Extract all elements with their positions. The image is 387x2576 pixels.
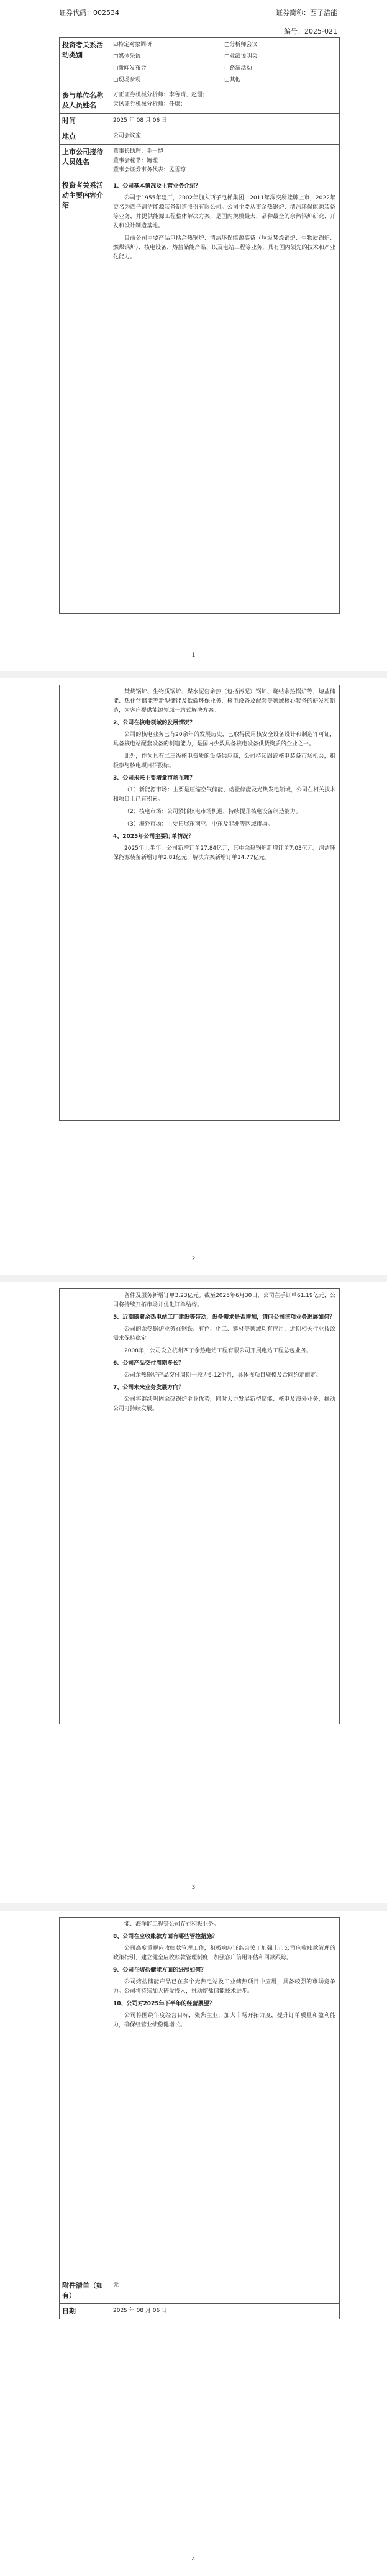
paragraph: 此外，作为具有二三级核电资质的设备供应商，公司持续跟踪核电装备市场机会，积极参与核电项目招投标。 <box>113 753 335 769</box>
content-table <box>59 1917 340 2319</box>
time-label: 时间 <box>60 114 109 129</box>
question: 1、公司基本情况及主营业务介绍？ <box>113 183 201 189</box>
attachment-label: 附件清单（如有） <box>60 2278 109 2303</box>
record-table <box>59 37 340 614</box>
page-gap <box>0 1903 387 1911</box>
participants-row <box>60 88 339 113</box>
time-value: 2025 年 08 月 06 日 <box>113 117 168 124</box>
page-4 <box>0 1911 387 2576</box>
page-number: 3 <box>191 1885 196 1891</box>
reception-line: 董事会证券事务代表：孟雪琼 <box>113 167 186 173</box>
question: 10、公司对2025年下半年的经营展望？ <box>113 2001 215 2007</box>
paragraph: 公司将继续巩固余热锅炉主业优势，同时大力发展新型储能、核电及海外业务，推动公司可持续发展。 <box>113 1396 335 1412</box>
paragraph: 目前公司主要产品包括余热锅炉、清洁环保能源装备（垃圾焚烧锅炉、生物质锅炉、燃煤锅炉）、核电设备、熔盐储能产品、以及电站工程等业务，具有国内领先的技术和产业化能力。 <box>113 235 335 260</box>
reception-label: 上市公司接待人员姓名 <box>60 145 109 178</box>
paragraph: （2）核电市场：公司紧抓核电市场机遇，持续提升核电设备制造能力。 <box>124 809 301 815</box>
participant-line: 方正证券机械分析师：李鲁靖、赵珊； <box>113 92 209 98</box>
content-table <box>59 1288 340 1724</box>
stock-abbr: 西子洁能 <box>310 9 337 17</box>
date-row <box>60 2303 339 2319</box>
activity-option[interactable]: □媒体采访 <box>113 53 141 60</box>
paragraph: （3）海外市场：主要拓展东南亚、中东及非洲等区域市场。 <box>124 821 273 827</box>
paragraph: 焚烧锅炉、生物质锅炉、煤水泥窑余热（包括污泥）锅炉、烧结余热锅炉等，熔盐储能、热化学储能等新型储能及低碳环保业务，核电设备及配套等领域核心装备的研发和制造，为客户提供能源领域一站式解决方案。 <box>113 689 335 714</box>
page-number: 4 <box>191 2557 196 2563</box>
paragraph: 公司于1955年建厂，2002年加入西子电梯集团，2011年深交所挂牌上市，2022年更名为西子清洁能源装备制造股份有限公司。公司主要从事余热锅炉、清洁环保能源装备等业务，并提供能源工程整体解决方案，是国内规模最大、品种最全的余热锅炉研究、开发和设计制造基地。 <box>113 195 335 229</box>
activity-label: 投资者关系活动类别 <box>60 38 109 88</box>
question: 8、公司在应收账款方面有哪些管控措施？ <box>113 1934 218 1940</box>
question: 7、公司未来业务发展方向？ <box>113 1385 184 1391</box>
paragraph: 2008年，公司设立杭州西子余热电站工程有限公司开展电站工程总包业务。 <box>124 1348 312 1354</box>
stock-abbr-label: 证券简称： <box>276 9 310 17</box>
activity-option[interactable]: □分析师会议 <box>224 42 258 48</box>
activity-option[interactable]: □现场参观 <box>113 77 141 83</box>
date-value: 2025 年 08 月 06 日 <box>113 2308 168 2314</box>
location-row <box>60 129 339 144</box>
document-header <box>59 7 337 17</box>
page-number: 1 <box>191 652 196 658</box>
date-label: 日期 <box>60 2304 109 2319</box>
paragraph: 公司高度重视应收账款管理工作，积极响应证监会关于加强上市公司应收账款管理的政策指引，建立健全应收账款管理制度，加强客户信用评估和回款跟踪。 <box>113 1946 335 1961</box>
activity-options <box>109 38 339 88</box>
paragraph: 能、海洋能工程等公司存在积极业务。 <box>124 1921 220 1927</box>
activity-option[interactable]: □业绩说明会 <box>224 53 258 60</box>
participant-line: 天风证券机械分析师：任康； <box>113 101 186 107</box>
location-label: 地点 <box>60 129 109 144</box>
paragraph: 公司将围绕年度经营目标，聚焦主业，加大市场开拓力度，提升订单质量和盈利能力，确保经营业绩稳健增长。 <box>113 2013 335 2028</box>
attachment-value: 无 <box>113 2282 119 2288</box>
paragraph: 2025年上半年，公司新增订单27.84亿元，其中余热锅炉新增订单7.03亿元，清洁环保能源装备新增订单2.81亿元，解决方案新增订单14.77亿元。 <box>113 845 335 861</box>
main-content <box>109 1289 339 1724</box>
page-gap <box>0 671 387 678</box>
main-content-row <box>60 178 339 613</box>
stock-code: 002534 <box>93 9 119 17</box>
page-gap <box>0 1275 387 1282</box>
reception-row <box>60 144 339 178</box>
question: 5、近期随着余热电站工厂建设等带动，设备需求是否增加，请问公司该项业务进展如何？ <box>113 1314 335 1321</box>
activity-option[interactable]: □路演活动 <box>224 65 252 71</box>
question: 3、公司未来主要增量市场在哪？ <box>113 775 196 781</box>
time-row <box>60 113 339 129</box>
serial-number: 编号：2025-021 <box>284 27 337 35</box>
question: 2、公司在核电领域的发展情况？ <box>113 720 196 726</box>
activity-option[interactable]: □新闻发布会 <box>113 65 147 71</box>
activity-option[interactable]: ☑特定对象调研 <box>113 42 152 48</box>
activity-row <box>60 38 339 88</box>
question: 6、公司产品交付周期多长？ <box>113 1360 184 1367</box>
activity-option[interactable]: □其他 <box>224 77 241 83</box>
page-number: 2 <box>191 1256 196 1262</box>
page-2 <box>0 678 387 1275</box>
main-content <box>109 1918 339 2278</box>
page-1 <box>0 0 387 671</box>
paragraph: 公司余热锅炉产品交付周期一般为6-12个月，具体视项目规模及合同约定而定。 <box>124 1372 322 1378</box>
location-value: 公司会议室 <box>113 133 142 139</box>
attachment-row <box>60 2278 339 2303</box>
paragraph: 公司的核电业务已有20余年的发展历史，已取得民用核安全设备设计和制造许可证，具备核电站配套设备的制造能力，是国内少数具备核电设备供货资质的企业之一。 <box>113 732 335 747</box>
question: 9、公司在熔盐储能方面的进展如何？ <box>113 1967 207 1973</box>
main-content <box>109 685 339 1120</box>
paragraph: 备件及服务新增订单3.23亿元。截至2025年6月30日，公司在手订单61.19亿元，公司将持续开拓市场并优化订单结构。 <box>113 1293 335 1308</box>
reception-line: 董事会秘书：鲍理 <box>113 158 158 164</box>
question: 4、2025年公司主要订单情况？ <box>113 834 194 840</box>
content-table <box>59 685 340 1121</box>
paragraph: （1）新能源市场：主要是压缩空气储能、熔盐储能及光热发电领域，公司在相关技术和项目上已有积累。 <box>113 787 335 803</box>
paragraph: 公司的余热锅炉业务在钢铁、有色、化工、建材等领域均有应用，近期相关行业技改需求保持稳定。 <box>113 1326 335 1342</box>
main-content <box>109 178 339 613</box>
paragraph: 公司熔盐储能产品已在多个光热电站及工业储热项目中应用，具备较强的市场竞争力。公司将持续加大研发投入，推动熔盐储能技术进步。 <box>113 1979 335 1995</box>
reception-line: 董事长助理：毛一恺 <box>113 148 164 155</box>
stock-code-label: 证券代码： <box>59 9 93 17</box>
main-content-label: 投资者关系活动主要内容介绍 <box>60 178 109 613</box>
page-3 <box>0 1282 387 1903</box>
participants-label: 参与单位名称及人员姓名 <box>60 88 109 113</box>
